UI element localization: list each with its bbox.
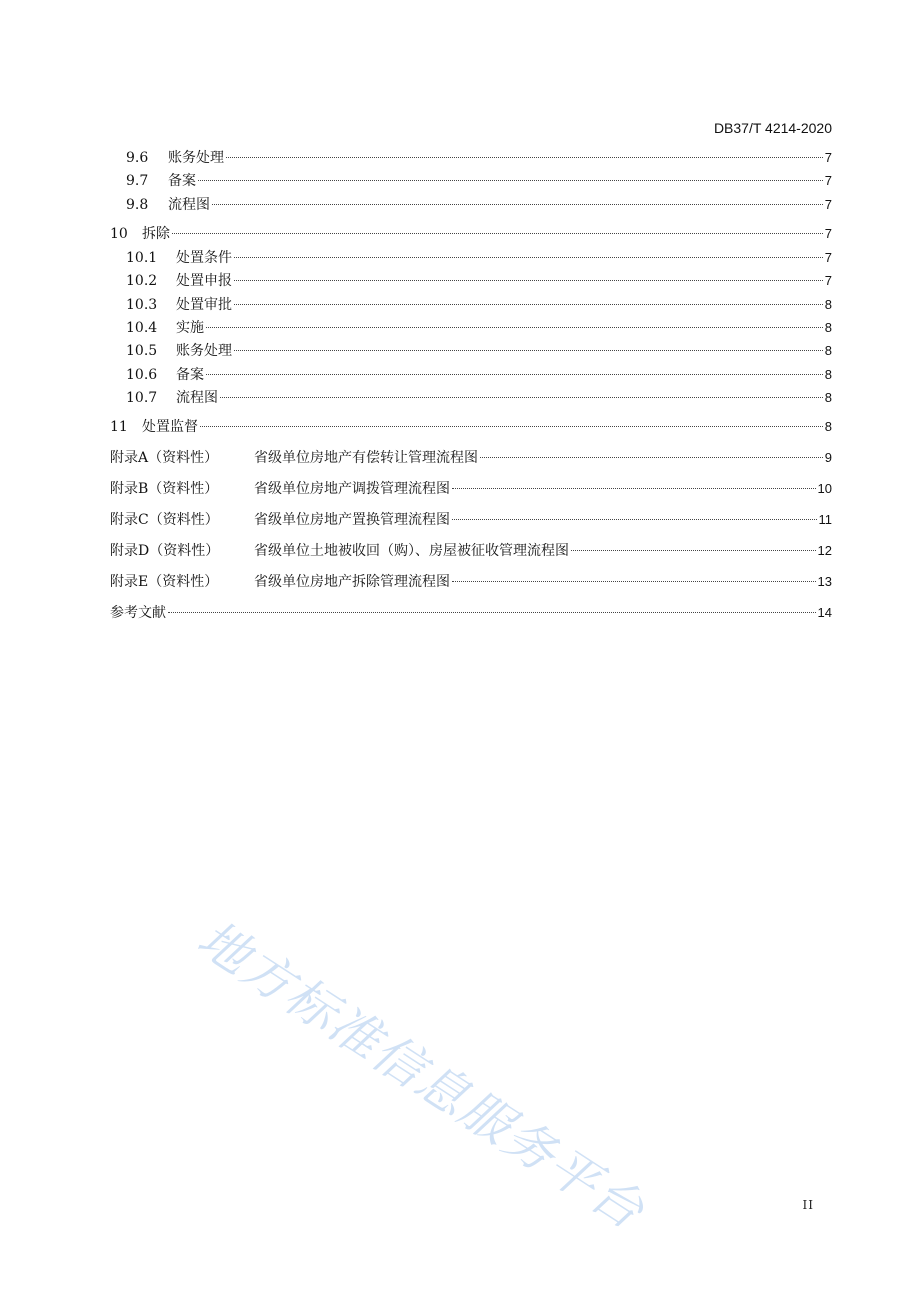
toc-entry-number: 附录B（资料性） bbox=[110, 481, 219, 497]
toc-entry-appendix-c[interactable] bbox=[110, 511, 832, 529]
toc-entry-number: 附录E（资料性） bbox=[110, 574, 219, 590]
toc-leader-dots bbox=[226, 157, 823, 158]
toc-leader-dots bbox=[172, 233, 823, 234]
toc-leader-dots bbox=[206, 327, 823, 328]
toc-entry-page: 12 bbox=[817, 543, 832, 558]
toc-entry[interactable] bbox=[126, 366, 832, 384]
toc-entry-label: 参考文献 bbox=[110, 605, 166, 621]
toc-entry-page: 13 bbox=[817, 574, 832, 589]
toc-entry-appendix-e[interactable] bbox=[110, 573, 832, 591]
toc-entry-appendix-b[interactable] bbox=[110, 480, 832, 498]
toc-entry[interactable] bbox=[126, 149, 832, 167]
toc-entry-page: 8 bbox=[824, 367, 832, 382]
toc-leader-dots bbox=[234, 280, 823, 281]
toc-entry-page: 8 bbox=[824, 320, 832, 335]
toc-entry[interactable] bbox=[126, 296, 832, 314]
toc-entry-page: 8 bbox=[824, 343, 832, 358]
toc-entry-label: 省级单位房地产调拨管理流程图 bbox=[254, 481, 450, 497]
toc-entry-page: 7 bbox=[824, 226, 832, 241]
toc-entry-number: 附录C（资料性） bbox=[110, 512, 219, 528]
toc-entry-label: 省级单位房地产置换管理流程图 bbox=[254, 512, 450, 528]
toc-entry-label: 备案 bbox=[168, 173, 196, 189]
document-code: DB37/T 4214-2020 bbox=[713, 120, 832, 136]
toc-entry-page: 7 bbox=[824, 150, 832, 165]
toc-entry-label: 处置申报 bbox=[176, 273, 232, 289]
toc-leader-dots bbox=[168, 612, 816, 613]
toc-leader-dots bbox=[198, 180, 823, 181]
toc-leader-dots bbox=[234, 350, 823, 351]
toc-entry-label: 实施 bbox=[176, 320, 204, 336]
toc-entry-page: 8 bbox=[824, 390, 832, 405]
toc-entry-page: 7 bbox=[824, 173, 832, 188]
toc-entry-number: 10.3 bbox=[126, 297, 158, 313]
toc-entry-number: 9.8 bbox=[126, 197, 149, 213]
toc-entry-label: 流程图 bbox=[168, 197, 210, 213]
toc-entry[interactable] bbox=[126, 196, 832, 214]
toc-entry-page: 8 bbox=[824, 297, 832, 312]
toc-entry-page: 7 bbox=[824, 197, 832, 212]
toc-entry-references[interactable] bbox=[110, 604, 832, 622]
toc-entry[interactable] bbox=[126, 342, 832, 360]
toc-entry-page: 9 bbox=[824, 450, 832, 465]
toc-entry[interactable] bbox=[110, 225, 832, 243]
toc-entry-number: 10.4 bbox=[126, 320, 158, 336]
toc-entry-number: 附录D（资料性） bbox=[110, 543, 220, 559]
toc-entry-page: 10 bbox=[817, 481, 832, 496]
toc-entry-label: 账务处理 bbox=[176, 343, 232, 359]
toc-leader-dots bbox=[452, 519, 817, 520]
toc-entry[interactable] bbox=[126, 172, 832, 190]
toc-entry-label: 流程图 bbox=[176, 390, 218, 406]
toc-entry-label: 省级单位土地被收回（购）、房屋被征收管理流程图 bbox=[254, 543, 569, 559]
toc-leader-dots bbox=[234, 257, 823, 258]
toc-leader-dots bbox=[452, 488, 816, 489]
toc-entry-page: 8 bbox=[824, 419, 832, 434]
toc-entry[interactable] bbox=[126, 272, 832, 290]
toc-leader-dots bbox=[234, 304, 823, 305]
page-number: II bbox=[802, 1198, 814, 1212]
toc-entry-page: 7 bbox=[824, 273, 832, 288]
toc-entry-number: 10.6 bbox=[126, 367, 158, 383]
toc-entry-number: 10.2 bbox=[126, 273, 158, 289]
toc-entry[interactable] bbox=[126, 389, 832, 407]
toc-leader-dots bbox=[206, 374, 823, 375]
toc-entry-label: 处置审批 bbox=[176, 297, 232, 313]
watermark: 地方标准信息服务平台 bbox=[187, 909, 656, 1242]
toc-entry-label: 处置条件 bbox=[176, 250, 232, 266]
toc-entry[interactable] bbox=[110, 418, 832, 436]
toc-entry-number: 9.7 bbox=[126, 173, 149, 189]
toc-entry-appendix-a[interactable] bbox=[110, 449, 832, 467]
toc-entry-label: 省级单位房地产有偿转让管理流程图 bbox=[254, 450, 478, 466]
toc-entry[interactable] bbox=[126, 319, 832, 337]
toc-entry-number: 10.7 bbox=[126, 390, 158, 406]
toc-entry-number: 10.1 bbox=[126, 250, 158, 266]
toc-entry[interactable] bbox=[126, 249, 832, 267]
toc-leader-dots bbox=[220, 397, 823, 398]
toc-entry-number: 10.5 bbox=[126, 343, 158, 359]
toc-entry-label: 处置监督 bbox=[142, 419, 198, 435]
toc-entry-label: 省级单位房地产拆除管理流程图 bbox=[254, 574, 450, 590]
toc-entry-appendix-d[interactable] bbox=[110, 542, 832, 560]
toc-leader-dots bbox=[480, 457, 823, 458]
toc-entry-number: 附录A（资料性） bbox=[110, 450, 219, 466]
toc-leader-dots bbox=[571, 550, 816, 551]
toc-leader-dots bbox=[200, 426, 823, 427]
toc-entry-page: 7 bbox=[824, 250, 832, 265]
toc-entry-number: 10 bbox=[110, 226, 128, 242]
toc-entry-page: 14 bbox=[817, 605, 832, 620]
toc-entry-number: 11 bbox=[110, 419, 128, 435]
toc-entry-label: 备案 bbox=[176, 367, 204, 383]
toc-leader-dots bbox=[212, 204, 823, 205]
toc-entry-label: 账务处理 bbox=[168, 150, 224, 166]
toc-entry-number: 9.6 bbox=[126, 150, 149, 166]
toc-entry-page: 11 bbox=[818, 512, 832, 527]
toc-entry-label: 拆除 bbox=[142, 226, 170, 242]
toc-leader-dots bbox=[452, 581, 816, 582]
